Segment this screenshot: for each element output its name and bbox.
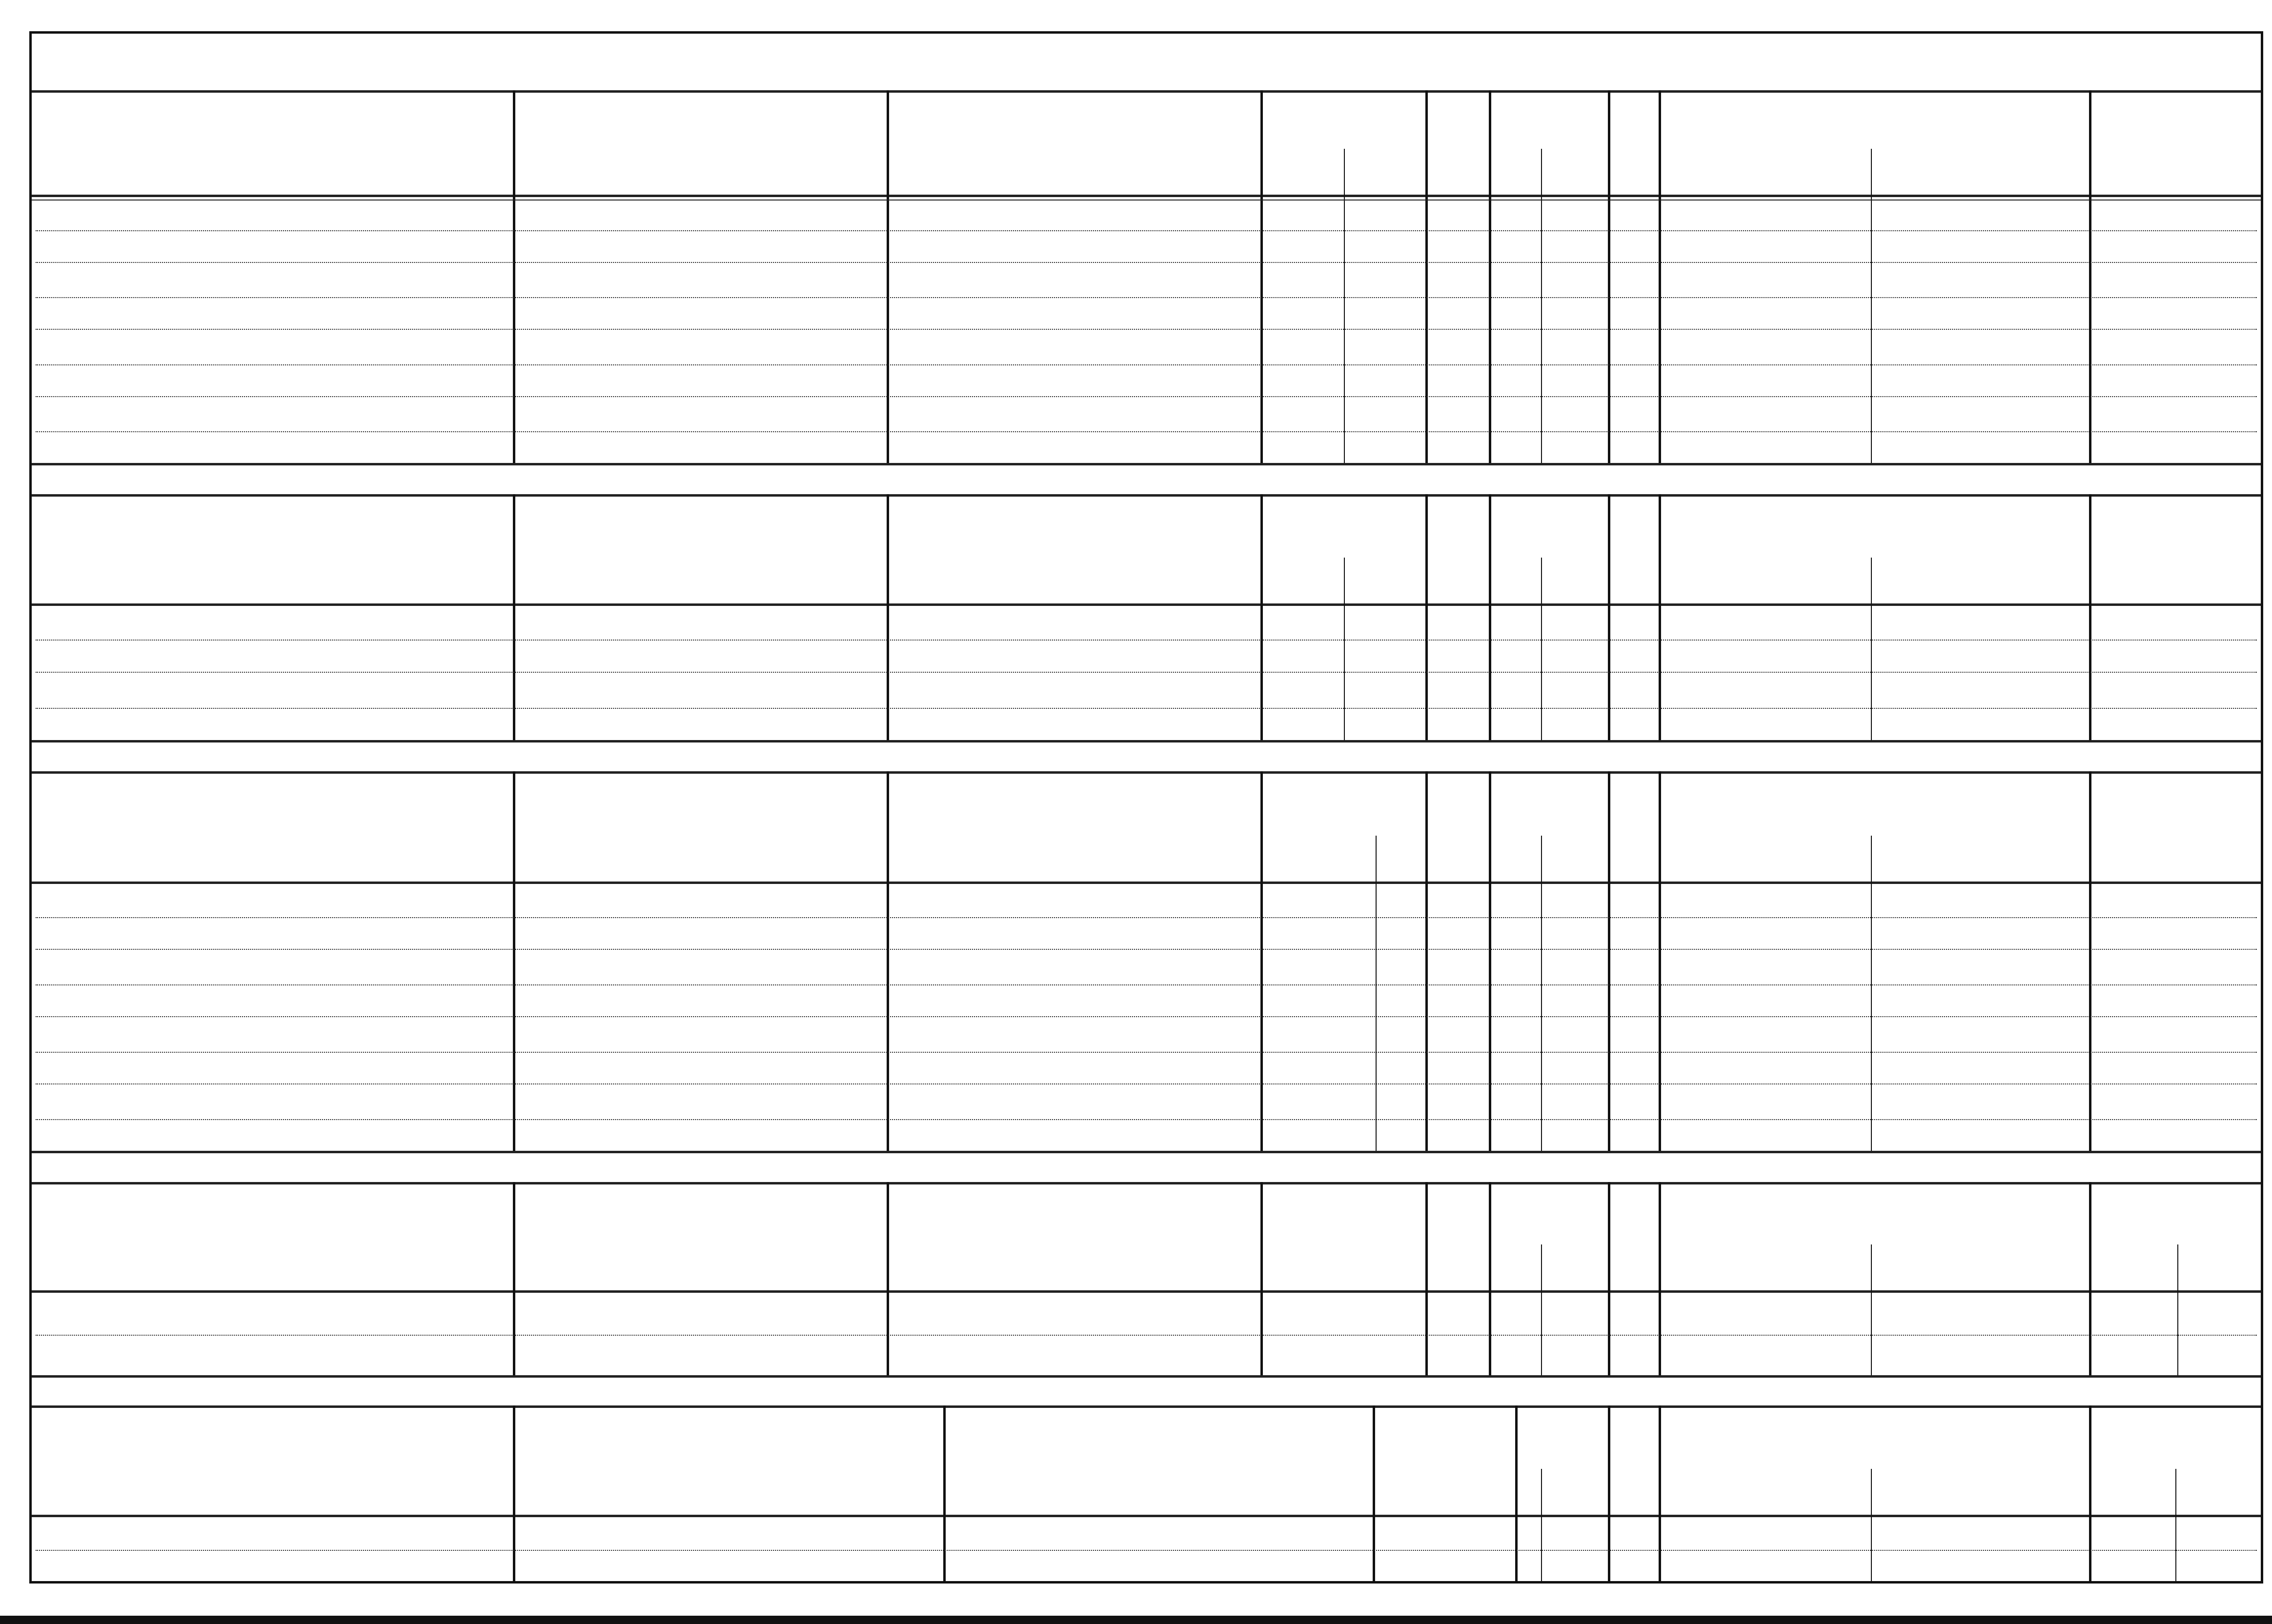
sub-divider (2177, 1244, 2178, 1375)
entry-row-line (36, 708, 2257, 709)
entry-row-line (36, 1016, 2257, 1017)
column-divider (1489, 771, 1491, 1151)
entry-row-line (36, 1119, 2257, 1120)
column-divider (2089, 1405, 2091, 1581)
column-divider (513, 90, 515, 463)
form-b (29, 31, 2263, 1584)
entry-row-line (36, 230, 2257, 231)
header-bottom-rule (32, 1515, 2261, 1517)
column-divider (1608, 771, 1610, 1151)
entry-row-line (36, 1550, 2257, 1551)
column-divider (1659, 1182, 1661, 1375)
column-divider (2089, 494, 2091, 740)
header-top-rule (32, 90, 2261, 93)
sub-divider (1871, 1469, 1872, 1581)
entry-row-line (36, 640, 2257, 641)
header-bottom-rule (32, 195, 2261, 197)
column-divider (1489, 90, 1491, 463)
entry-row-line (36, 917, 2257, 918)
column-divider (513, 494, 515, 740)
entry-row-line (36, 949, 2257, 950)
column-divider (1659, 1405, 1661, 1581)
header-top-rule (32, 1182, 2261, 1184)
column-divider (513, 1182, 515, 1375)
sub-divider (2175, 1469, 2176, 1581)
column-divider (1659, 90, 1661, 463)
sub-divider (1376, 836, 1377, 1151)
entry-row-line (36, 364, 2257, 365)
column-divider (1260, 1182, 1263, 1375)
entry-row-line (36, 1335, 2257, 1336)
column-divider (1659, 771, 1661, 1151)
entry-row-line (36, 297, 2257, 298)
sub-divider (1871, 836, 1872, 1151)
column-divider (513, 771, 515, 1151)
sub-divider (1541, 1469, 1542, 1581)
column-divider (1425, 771, 1428, 1151)
column-divider (1608, 1405, 1610, 1581)
sub-divider (1871, 149, 1872, 463)
entry-row-line (36, 329, 2257, 330)
column-divider (1608, 90, 1610, 463)
entry-row-line (36, 431, 2257, 432)
column-divider (1608, 1182, 1610, 1375)
column-divider (1260, 494, 1263, 740)
column-divider (1425, 90, 1428, 463)
sub-divider (1344, 149, 1345, 463)
bottom-edge (0, 1616, 2272, 1624)
header-bottom-rule (32, 603, 2261, 606)
column-divider (1260, 90, 1263, 463)
column-divider (1515, 1405, 1518, 1581)
sub-divider (1344, 558, 1345, 740)
column-divider (1425, 494, 1428, 740)
column-divider (1489, 1182, 1491, 1375)
entry-row-line (36, 262, 2257, 263)
section-divider (32, 1375, 2261, 1378)
column-divider (2089, 771, 2091, 1151)
section-divider (32, 463, 2261, 465)
entry-row-line (36, 1052, 2257, 1053)
column-divider (2089, 90, 2091, 463)
column-divider (1425, 1182, 1428, 1375)
header-bottom-rule (32, 882, 2261, 884)
entry-row-line (36, 1083, 2257, 1084)
column-divider (887, 494, 889, 740)
entry-row-line (36, 984, 2257, 985)
column-divider (1659, 494, 1661, 740)
sub-divider (1871, 1244, 1872, 1375)
entry-row-line (36, 396, 2257, 397)
sub-divider (1541, 149, 1542, 463)
column-divider (887, 1182, 889, 1375)
column-divider (887, 771, 889, 1151)
column-divider (2089, 1182, 2091, 1375)
column-divider (887, 90, 889, 463)
column-divider (943, 1405, 946, 1581)
column-divider (1260, 771, 1263, 1151)
sub-divider (1541, 558, 1542, 740)
section-divider (32, 740, 2261, 742)
header-top-rule (32, 494, 2261, 497)
header-top-rule (32, 771, 2261, 774)
sub-divider (1871, 558, 1872, 740)
section-divider (32, 1151, 2261, 1153)
sub-divider (1541, 1244, 1542, 1375)
column-divider (513, 1405, 515, 1581)
column-divider (1373, 1405, 1375, 1581)
header-bottom-rule (32, 1290, 2261, 1293)
entry-row-line (36, 672, 2257, 673)
header-top-rule (32, 1405, 2261, 1408)
sub-divider (1541, 836, 1542, 1151)
column-divider (1489, 494, 1491, 740)
column-divider (1608, 494, 1610, 740)
